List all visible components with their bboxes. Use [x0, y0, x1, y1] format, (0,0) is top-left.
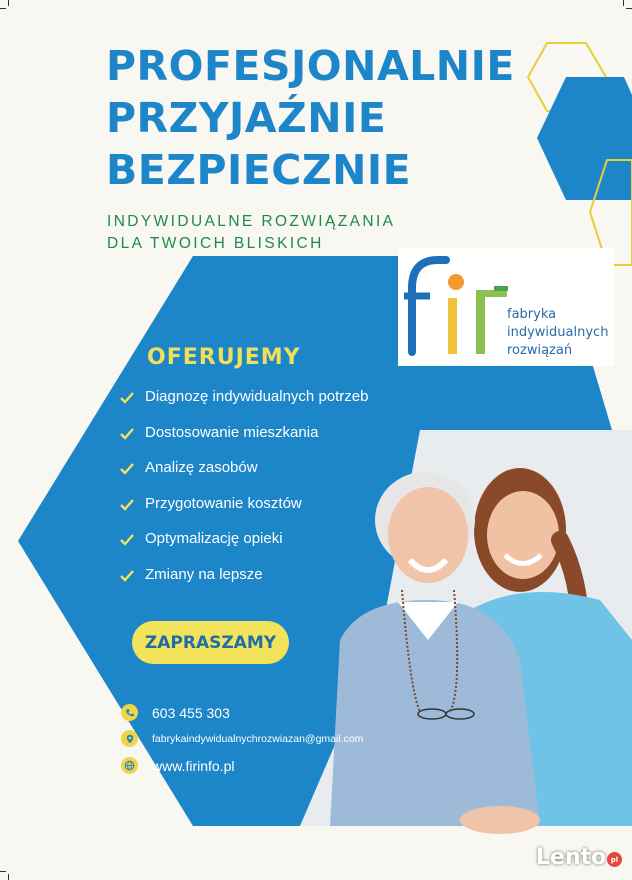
crop-mark: [0, 8, 6, 9]
check-icon: [120, 499, 134, 511]
check-icon: [120, 392, 134, 404]
offer-item: [120, 530, 368, 566]
check-icon: [120, 534, 134, 546]
headline-line-1: PROFESJONALNIE: [106, 42, 515, 90]
globe-icon: [121, 757, 138, 774]
offer-item-label: Dostosowanie mieszkania: [145, 423, 319, 441]
offer-item: [120, 495, 368, 531]
crop-mark: [626, 8, 632, 9]
contact-website[interactable]: [121, 757, 234, 774]
offer-item: [120, 459, 368, 495]
offer-item-label: Zmiany na lepsze: [145, 565, 263, 583]
offer-title: OFERUJEMY: [147, 345, 301, 370]
email-address: fabrykaindywidualnychrozwiazan@gmail.com: [152, 732, 364, 745]
offer-list: [120, 388, 368, 601]
check-icon: [120, 570, 134, 582]
offer-item-label: Przygotowanie kosztów: [145, 494, 302, 512]
crop-mark: [0, 871, 6, 872]
headline-line-2: PRZYJAŹNIE: [106, 94, 387, 142]
logo-line-3: rozwiązań: [507, 343, 573, 358]
offer-item-label: Optymalizację opieki: [145, 530, 283, 547]
crop-mark: [8, 874, 9, 880]
check-icon: [120, 428, 134, 440]
hands: [460, 806, 540, 834]
logo-line-1: fabryka: [507, 307, 557, 322]
phone-icon: [121, 704, 138, 721]
offer-item: [120, 566, 368, 602]
contact-email[interactable]: [121, 730, 363, 747]
check-icon: [120, 463, 134, 475]
contact-phone[interactable]: [121, 704, 230, 721]
headline-line-3: BEZPIECZNIE: [106, 146, 412, 194]
offer-item: [120, 424, 368, 460]
website-url: www.firinfo.pl: [152, 757, 235, 774]
lento-pl-badge: pl: [607, 852, 622, 867]
invite-button[interactable]: ZAPRASZAMY: [132, 621, 289, 664]
location-pin-icon: [121, 730, 138, 747]
crop-mark: [8, 0, 9, 6]
logo-line-2: indywidualnych: [507, 325, 609, 340]
subtitle-line-1: INDYWIDUALNE ROZWIĄZANIA: [107, 213, 396, 230]
subtitle-line-2: DLA TWOICH BLISKICH: [107, 235, 324, 252]
crop-mark: [623, 0, 624, 6]
offer-item-label: Analizę zasobów: [145, 459, 258, 476]
offer-item-label: Diagnozę indywidualnych potrzeb: [145, 388, 369, 405]
offer-item: [120, 388, 368, 424]
lento-watermark: Lento: [536, 845, 607, 870]
phone-number: 603 455 303: [152, 704, 230, 721]
